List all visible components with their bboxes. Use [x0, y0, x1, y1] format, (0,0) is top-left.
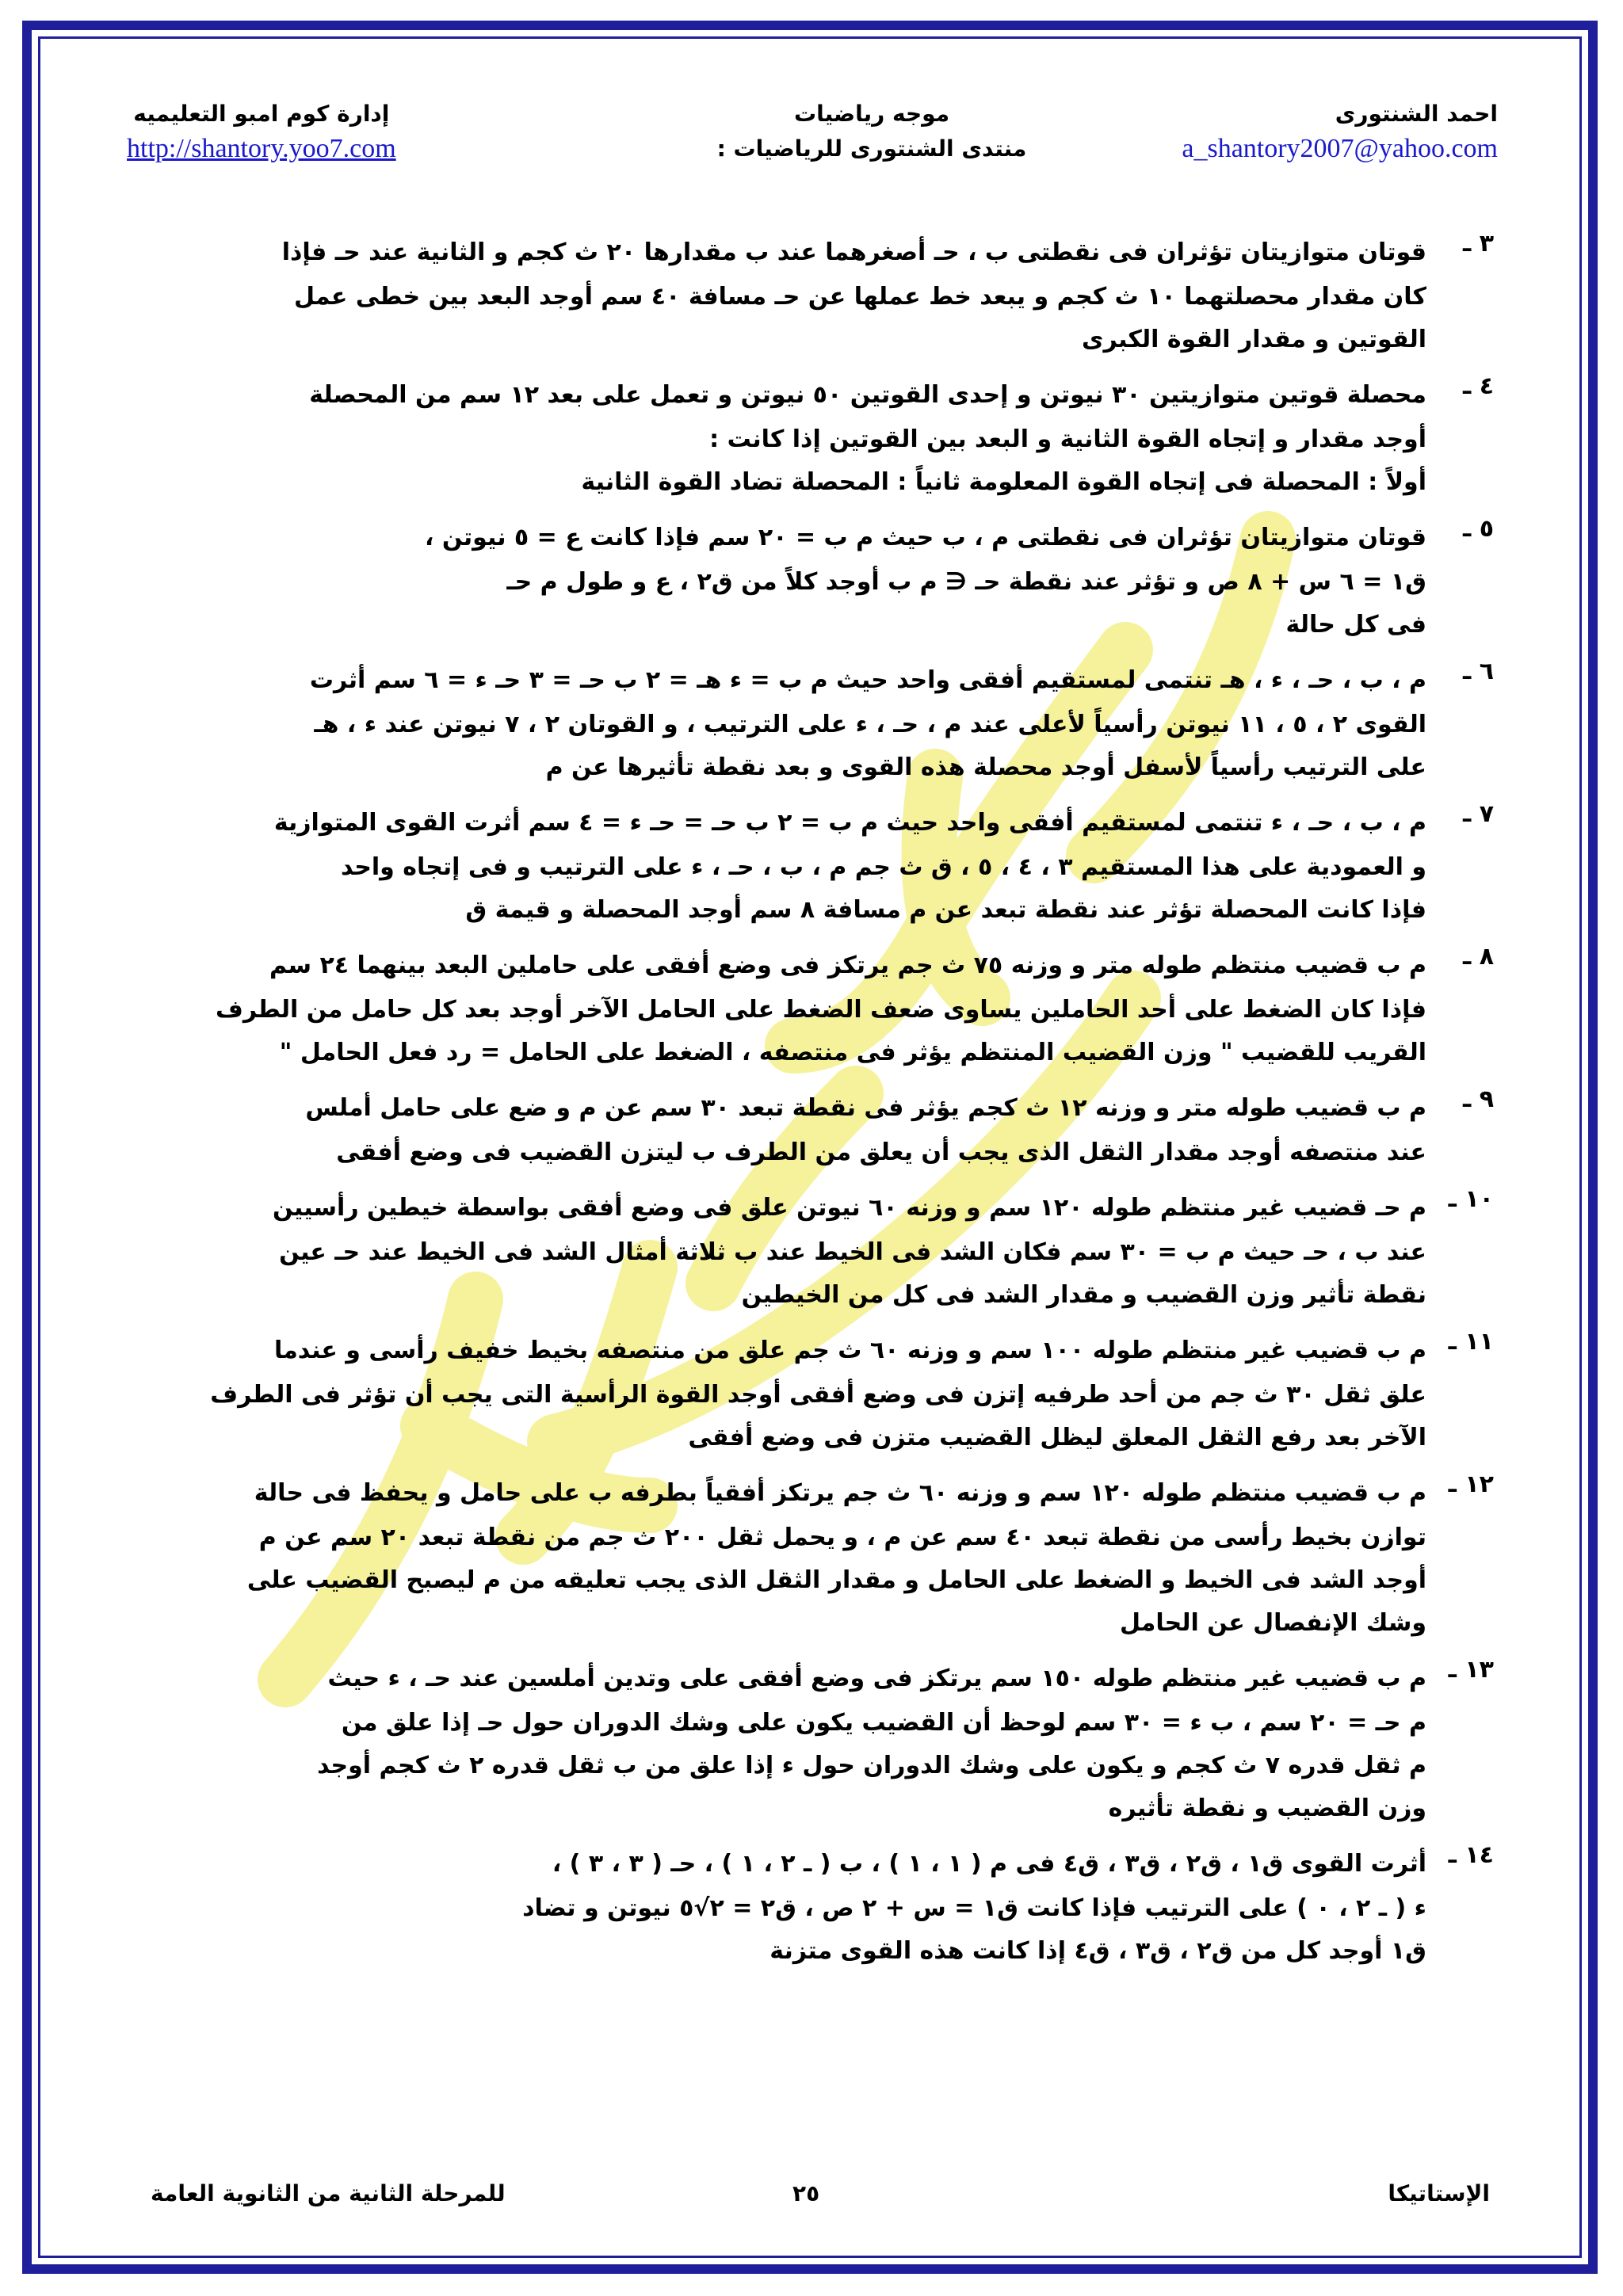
problem-text-line: القوتين و مقدار القوة الكبرى	[1082, 326, 1426, 353]
problem-text-line: ﻡ ثقل قدره ٧ ث كجم و يكون على وشك الدوران حول ء إذا علق من ب ثقل قدره ٢ ث كجم أوجد	[317, 1752, 1426, 1779]
problem-item	[143, 1841, 1494, 1973]
problem-text-line: فإذا كان الضغط على أحد الحاملين يساوى ضعف الضغط على الحامل الآخر أوجد بعد كل حامل من الطرف	[216, 996, 1426, 1024]
header-author-block	[1182, 97, 1498, 166]
problem-text-line: و العمودية على هذا المستقيم ٣ ، ٤ ، ٥ ، ق ث جم ﻡ ، ب ، حـ ، ء على الترتيب و فى إتجاه واحد	[340, 853, 1426, 881]
problem-text-line: فى كل حالة	[1285, 611, 1426, 639]
problem-number: ١٢ ـ	[1448, 1470, 1494, 1498]
district-name: إدارة كوم امبو التعليميه	[133, 101, 390, 127]
website-link[interactable]: http://shantory.yoo7.com	[127, 134, 396, 163]
problem-text-line: القوى ٢ ، ٥ ، ١١ نيوتن رأسياً لأعلى عند ﻡ ، حـ ، ء على الترتيب ، و القوتان ٢ ، ٧ نيوتن عند ء ، هـ	[314, 711, 1426, 738]
problem-text-line: وشك الإنفصال عن الحامل	[1119, 1609, 1426, 1637]
problem-text-line: ﻡ ب قضيب طوله متر و وزنه ١٢ ث كجم يؤثر فى نقطة تبعد ٣٠ سم عن ﻡ و ضع على حامل أملس	[305, 1094, 1426, 1122]
problem-text-line: ﻡ ب قضيب غير منتظم طوله ١٥٠ سم يرتكز فى وضع أفقى على وتدين أملسين عند حـ ، ء حيث	[327, 1665, 1426, 1692]
problem-item	[143, 1085, 1494, 1174]
problem-number: ١٠ ـ	[1448, 1185, 1494, 1213]
problem-text-line: قوتان متوازيتان تؤثران فى نقطتى ب ، حـ أصغرهما عند ب مقدارها ٢٠ ث كجم و الثانية عند حـ فإذا	[281, 238, 1426, 266]
problem-text-line: ﻡ ، ب ، حـ ، ء تنتمى لمستقيم أفقى واحد حيث ﻡ ب = ٢ ب حـ = حـ ء = ٤ سم أثرت القوى المتوازية	[273, 809, 1426, 837]
problem-number: ١٤ ـ	[1448, 1841, 1494, 1869]
problem-text-line: توازن بخيط رأسى من نقطة تبعد ٤٠ سم عن ﻡ ، و يحمل ثقل ٢٠٠ ث جم من نقطة تبعد ٢٠ سم عن ﻡ	[258, 1524, 1426, 1551]
problem-text-line: عند ب ، حـ حيث ﻡ ب = ٣٠ سم فكان الشد فى الخيط عند ب ثلاثة أمثال الشد فى الخيط عند حـ عين	[279, 1238, 1426, 1266]
problem-text-line: محصلة قوتين متوازيتين ٣٠ نيوتن و إحدى القوتين ٥٠ نيوتن و تعمل على بعد ١٢ سم من المحصلة	[309, 381, 1426, 409]
problem-text-line: قوتان متوازيتان تؤثران فى نقطتى ﻡ ، ب حيث ﻡ ب = ٢٠ سم فإذا كانت ع = ٥ نيوتن ،	[425, 524, 1426, 551]
problem-number: ١١ ـ	[1448, 1328, 1494, 1356]
author-name: احمد الشنتورى	[1335, 101, 1498, 127]
problem-text-line: عند منتصفه أوجد مقدار الثقل الذى يجب أن يعلق من الطرف ب ليتزن القضيب فى وضع أفقى	[336, 1138, 1426, 1166]
problem-item	[143, 1328, 1494, 1459]
problem-item	[143, 1656, 1494, 1830]
problem-text-line: ﻡ ب قضيب منتظم طوله متر و وزنه ٧٥ ث جم يرتكز فى وضع أفقى على حاملين البعد بينهما ٢٤ سم	[269, 952, 1426, 979]
problem-text-line: القريب للقضيب " وزن القضيب المنتظم يؤثر فى منتصفه ، الضغط على الحامل = رد فعل الحامل "	[279, 1039, 1426, 1066]
problem-text-line: ﻡ حـ = ٢٠ سم ، ب ء = ٣٠ سم لوحظ أن القضيب يكون على وشك الدوران حول حـ إذا علق من	[341, 1709, 1426, 1737]
problem-text-line: ﻡ ب قضيب منتظم طوله ١٢٠ سم و وزنه ٦٠ ث جم يرتكز أفقياً بطرفه ب على حامل و يحفظ فى حالة	[254, 1479, 1426, 1507]
problem-text-line: أثرت القوى ق١ ، ق٢ ، ق٣ ، ق٤ فى ﻡ ( ١ ، ١ ) ، ب ( ـ ٢ ، ١ ) ، حـ ( ٣ ، ٣ ) ،	[552, 1850, 1426, 1878]
author-email[interactable]: a_shantory2007@yahoo.com	[1182, 134, 1498, 163]
problem-item	[143, 1185, 1494, 1317]
problem-number: ٧ ـ	[1462, 800, 1494, 828]
problem-item	[143, 515, 1494, 646]
problem-text-line: علق ثقل ٣٠ ث جم من أحد طرفيه إتزن فى وضع أفقى أوجد القوة الرأسية التى يجب أن تؤثر فى الطرف	[210, 1381, 1426, 1409]
header-center-block	[650, 97, 1094, 166]
problem-text-line: الآخر بعد رفع الثقل المعلق ليظل القضيب متزن فى وضع أفقى	[688, 1424, 1426, 1451]
page-number: ٢٥	[792, 2180, 820, 2206]
problem-item	[143, 1470, 1494, 1645]
problem-item	[143, 658, 1494, 789]
footer-level: للمرحلة الثانية من الثانوية العامة	[151, 2180, 506, 2206]
problem-number: ٦ ـ	[1462, 658, 1494, 685]
problem-item	[143, 230, 1494, 361]
problem-number: ٨ ـ	[1462, 943, 1494, 971]
problem-item	[143, 943, 1494, 1074]
problem-text-line: على الترتيب رأسياً لأسفل أوجد محصلة هذه القوى و بعد نقطة تأثيرها عن ﻡ	[545, 753, 1426, 781]
problem-number: ٩ ـ	[1462, 1085, 1494, 1113]
problem-text-line: أوجد الشد فى الخيط و الضغط على الحامل و مقدار الثقل الذى يجب تعليقه من ﻡ ليصبح القضيب على	[246, 1566, 1426, 1594]
problem-text-line: ﻡ ب قضيب غير منتظم طوله ١٠٠ سم و وزنه ٦٠ ث جم علق من منتصفه بخيط خفيف رأسى و عندما	[273, 1337, 1426, 1364]
problem-text-line: كان مقدار محصلتهما ١٠ ث كجم و يبعد خط عملها عن حـ مسافة ٤٠ سم أوجد البعد بين خطى عمل	[294, 283, 1426, 311]
problem-number: ٥ ـ	[1462, 515, 1494, 543]
problem-text-line: ء ( ـ ٢ ، ٠ ) على الترتيب فإذا كانت ق١ = س + ٢ ص ، ق٢ = ٢√٥ نيوتن و تضاد	[522, 1894, 1426, 1922]
problem-item	[143, 372, 1494, 504]
problem-text-line: أولاً : المحصلة فى إتجاه القوة المعلومة ثانياً : المحصلة تضاد القوة الثانية	[581, 468, 1426, 496]
problem-text-line: ﻡ حـ قضيب غير منتظم طوله ١٢٠ سم و وزنه ٦٠ نيوتن علق فى وضع أفقى بواسطة خيطين رأسيين	[273, 1194, 1426, 1222]
problem-text-line: فإذا كانت المحصلة تؤثر عند نقطة تبعد عن ﻡ مسافة ٨ سم أوجد المحصلة و قيمة ق	[465, 896, 1426, 924]
forum-name: منتدى الشنتورى للرياضيات :	[716, 135, 1027, 162]
author-role: موجه رياضيات	[793, 101, 950, 127]
page-footer	[151, 2180, 1490, 2220]
problem-text-line: ﻡ ، ب ، حـ ، ء ، هـ تنتمى لمستقيم أفقى واحد حيث ﻡ ب = ء هـ = ٢ ب حـ = ٣ حـ ء = ٦ سم أثرت	[309, 666, 1426, 694]
problem-text-line: ق١ = ٦ س + ٨ ص و تؤثر عند نقطة حـ ∈ ﻡ ب أوجد كلاً من ق٢ ، ع و طول ﻡ حـ	[506, 568, 1426, 596]
footer-subject: الإستاتيكا	[1388, 2180, 1490, 2206]
problem-number: ١٣ ـ	[1448, 1656, 1494, 1684]
problem-number: ٣ ـ	[1462, 230, 1494, 257]
problem-text-line: أوجد مقدار و إتجاه القوة الثانية و البعد بين القوتين إذا كانت :	[709, 425, 1426, 453]
problem-list	[143, 230, 1494, 1984]
problem-text-line: وزن القضيب و نقطة تأثيره	[1108, 1794, 1426, 1822]
page-header	[127, 97, 1498, 184]
problem-number: ٤ ـ	[1462, 372, 1494, 400]
problem-text-line: نقطة تأثير وزن القضيب و مقدار الشد فى كل من الخيطين	[741, 1281, 1426, 1309]
problem-item	[143, 800, 1494, 932]
problem-text-line: ق١ أوجد كل من ق٢ ، ق٣ ، ق٤ إذا كانت هذه القوى متزنة	[769, 1937, 1426, 1965]
header-district-block	[127, 97, 396, 166]
